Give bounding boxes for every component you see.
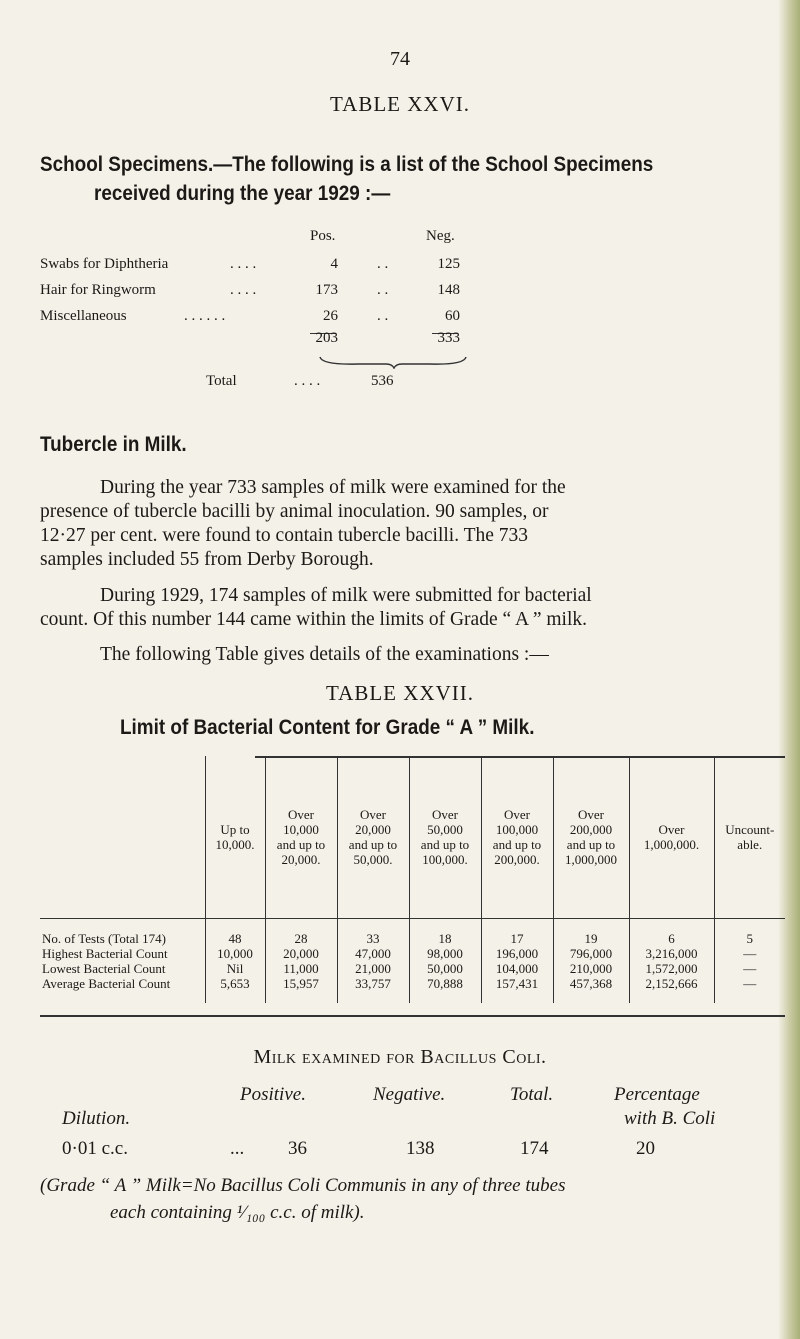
table-row: [40, 961, 785, 976]
total-dots: . . . .: [294, 373, 321, 389]
specimen-label: Miscellaneous: [40, 308, 127, 324]
table-bottom-rule: [40, 1015, 785, 1017]
table-cell: 15,957: [265, 976, 337, 1003]
total-brace: [318, 355, 468, 369]
table-cell: 19: [553, 919, 629, 947]
coli-header-dilution: Dilution.: [62, 1108, 131, 1129]
table-cell: 3,216,000: [629, 946, 714, 961]
page-edge-shadow: [778, 0, 800, 1339]
specimen-dots: . . . . . .: [184, 308, 226, 324]
total-value: 536: [371, 373, 394, 389]
table-27-title: TABLE XXVII.: [326, 681, 474, 705]
table-cell: 28: [265, 919, 337, 947]
coli-percentage-value: 20: [636, 1138, 655, 1159]
table-cell: 48: [205, 919, 265, 947]
table-row: [40, 976, 785, 1003]
table-cell: Nil: [205, 961, 265, 976]
header-cell: Uncount- able.: [714, 756, 785, 919]
coli-dilution-value: 0·01 c.c.: [62, 1138, 128, 1159]
table-cell: 33,757: [337, 976, 409, 1003]
total-label: Total: [206, 373, 237, 389]
coli-title: Milk examined for Bacillus Coli.: [253, 1046, 547, 1068]
col-neg-header: Neg.: [426, 228, 455, 244]
specimen-dots: . . . .: [230, 282, 257, 298]
table-cell: 50,000: [409, 961, 481, 976]
bacterial-count-table: [40, 756, 785, 1003]
table-cell: 1,572,000: [629, 961, 714, 976]
col-pos-header: Pos.: [310, 228, 336, 244]
table-row: [40, 919, 785, 947]
table-cell: 157,431: [481, 976, 553, 1003]
table-cell: 210,000: [553, 961, 629, 976]
paragraph-line: count. Of this number 144 came within the limits of Grade “ A ” milk.: [40, 609, 587, 630]
coli-positive-value: 36: [288, 1138, 307, 1159]
table-27-heading: Limit of Bacterial Content for Grade “ A ” Milk.: [120, 716, 535, 739]
school-specimens-heading-line1: School Specimens.—The following is a list of the School Specimens: [40, 153, 654, 176]
coli-header-percentage: Percentage: [614, 1084, 700, 1105]
header-cell: Over 200,000 and up to 1,000,000: [553, 756, 629, 919]
header-cell: Over 50,000 and up to 100,000.: [409, 756, 481, 919]
paragraph-line: During the year 733 samples of milk were examined for the: [100, 477, 566, 498]
specimen-pos: 26: [323, 308, 338, 324]
sum-neg: 333: [437, 330, 460, 346]
table-cell: 10,000: [205, 946, 265, 961]
tubercle-heading: Tubercle in Milk.: [40, 433, 187, 456]
table-cell: —: [714, 961, 785, 976]
table-cell: 70,888: [409, 976, 481, 1003]
tubercle-paragraph-3: The following Table gives details of the examinations :—: [100, 644, 549, 665]
coli-total-value: 174: [520, 1138, 549, 1159]
specimen-neg: 125: [437, 256, 460, 272]
specimen-dots: . .: [377, 256, 389, 272]
table-cell: 457,368: [553, 976, 629, 1003]
table-cell: 18: [409, 919, 481, 947]
coli-negative-value: 138: [406, 1138, 435, 1159]
header-cell: Over 100,000 and up to 200,000.: [481, 756, 553, 919]
page-number: 74: [390, 48, 410, 70]
table-26-title: TABLE XXVI.: [330, 92, 470, 116]
table-cell: 21,000: [337, 961, 409, 976]
header-cell: Over 10,000 and up to 20,000.: [265, 756, 337, 919]
table-cell: 104,000: [481, 961, 553, 976]
table-cell: 98,000: [409, 946, 481, 961]
row-label: Highest Bacterial Count: [42, 946, 168, 961]
specimen-pos: 173: [315, 282, 338, 298]
table-row: [40, 946, 785, 961]
specimen-neg: 60: [445, 308, 460, 324]
row-label: Lowest Bacterial Count: [42, 961, 166, 976]
specimen-dots: . . . .: [230, 256, 257, 272]
table-cell: —: [714, 976, 785, 1003]
specimen-label: Swabs for Diphtheria: [40, 256, 169, 272]
table-cell: 2,152,666: [629, 976, 714, 1003]
table-cell: —: [714, 946, 785, 961]
coli-header-with-bcoli: with B. Coli: [624, 1108, 716, 1129]
coli-row-dots: ...: [230, 1138, 245, 1159]
coli-note-line1: (Grade “ A ” Milk=No Bacillus Coli Communis in any of three tubes: [40, 1175, 566, 1196]
coli-note-line2: each containing ¹⁄₁₀₀ c.c. of milk).: [110, 1202, 365, 1223]
table-cell: 5: [714, 919, 785, 947]
table-cell: 33: [337, 919, 409, 947]
table-cell: 196,000: [481, 946, 553, 961]
table-cell: 20,000: [265, 946, 337, 961]
paragraph-line: samples included 55 from Derby Borough.: [40, 549, 374, 570]
specimen-pos: 4: [330, 256, 338, 272]
header-cell: Up to 10,000.: [205, 756, 265, 919]
table-cell: 11,000: [265, 961, 337, 976]
sum-pos: 203: [315, 330, 338, 346]
paragraph-line: During 1929, 174 samples of milk were submitted for bacterial: [100, 585, 592, 606]
header-cell: Over 20,000 and up to 50,000.: [337, 756, 409, 919]
paragraph-line: 12·27 per cent. were found to contain tubercle bacilli. The 733: [40, 525, 529, 546]
coli-header-negative: Negative.: [373, 1084, 446, 1105]
specimen-dots: . .: [377, 282, 389, 298]
table-cell: 5,653: [205, 976, 265, 1003]
specimen-dots: . .: [377, 308, 389, 324]
school-specimens-heading-line2: received during the year 1929 :—: [94, 182, 391, 205]
paragraph-line: presence of tubercle bacilli by animal inoculation. 90 samples, or: [40, 501, 549, 522]
header-cell: Over 1,000,000.: [629, 756, 714, 919]
table-cell: 796,000: [553, 946, 629, 961]
table-cell: 47,000: [337, 946, 409, 961]
row-label: Average Bacterial Count: [42, 976, 171, 991]
coli-header-total: Total.: [510, 1084, 554, 1105]
table-cell: 17: [481, 919, 553, 947]
row-label: No. of Tests (Total 174): [42, 931, 166, 946]
tubercle-paragraph-1: [40, 476, 566, 572]
coli-header-positive: Positive.: [240, 1084, 306, 1105]
header-cell-blank: [40, 756, 205, 919]
specimen-neg: 148: [437, 282, 460, 298]
specimen-label: Hair for Ringworm: [40, 282, 156, 298]
table-header-row: [40, 756, 785, 919]
tubercle-paragraph-2: [40, 584, 592, 632]
table-cell: 6: [629, 919, 714, 947]
